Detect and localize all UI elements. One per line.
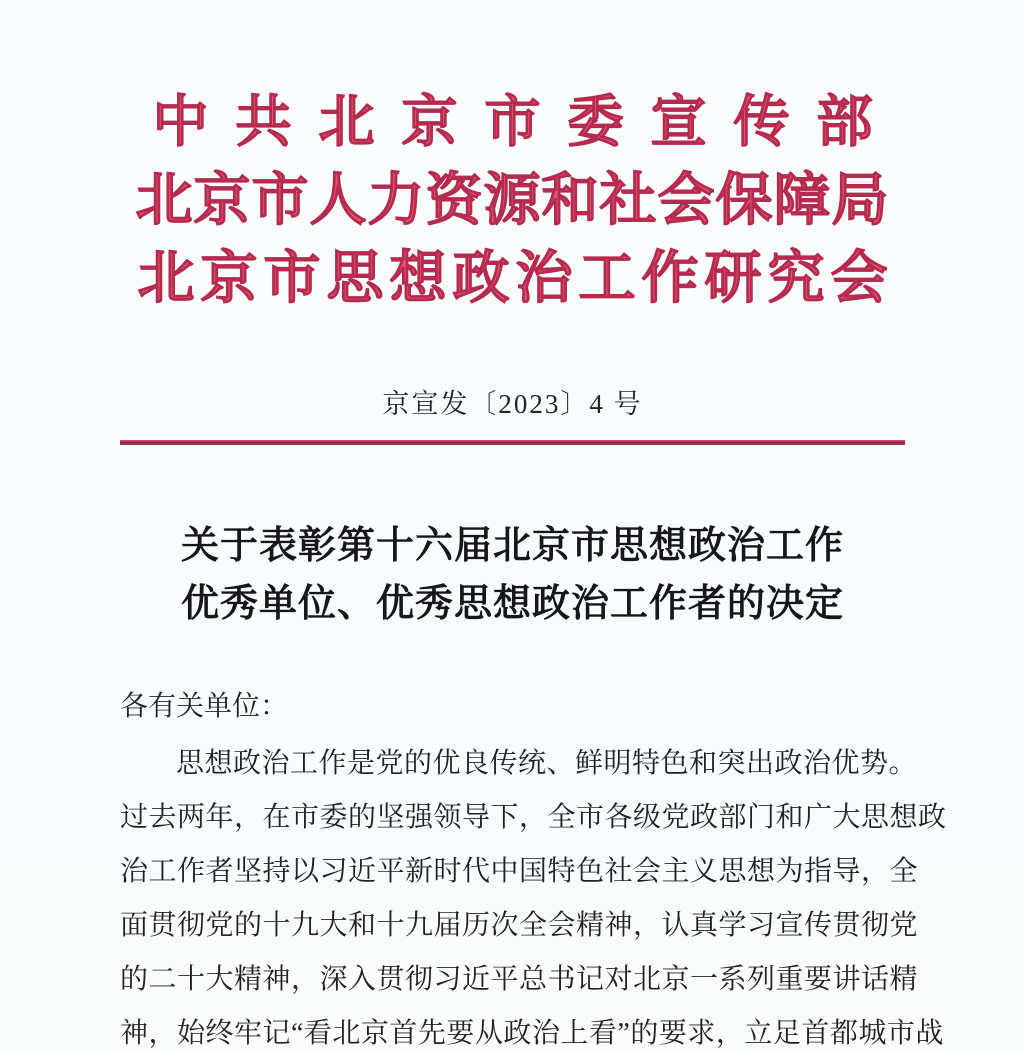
body-line: 思想政治工作是党的优良传统、鲜明特色和突出政治优势。 xyxy=(176,748,918,779)
body-line: 治工作者坚持以习近平新时代中国特色社会主义思想为指导，全 xyxy=(120,856,919,887)
document-title-line-2: 优秀单位、优秀思想政治工作者的决定 xyxy=(180,583,844,625)
letterhead-org-line-3: 北京市思想政治工作研究会 xyxy=(137,247,894,310)
letterhead xyxy=(120,84,905,318)
document-number: 京宣发〔2023〕4 号 xyxy=(382,389,643,419)
salutation: 各有关单位： xyxy=(120,691,289,722)
body-line: 过去两年，在市委的坚强领导下，全市各级党政部门和广大思想政 xyxy=(120,802,947,833)
document-title-line-1: 关于表彰第十六届北京市思想政治工作 xyxy=(180,525,844,567)
letterhead-divider-rule xyxy=(120,440,905,445)
body-line: 的二十大精神，深入贯彻习近平总书记对北京一系列重要讲话精 xyxy=(120,964,919,995)
document-body xyxy=(120,737,947,1052)
body-line: 神，始终牢记“看北京首先要从政治上看”的要求，立足首都城市战 xyxy=(120,1018,944,1049)
letterhead-org-line-2: 北京市人力资源和社会保障局 xyxy=(135,169,890,232)
letterhead-org-line-1: 中共北京市委宣传部 xyxy=(152,92,900,154)
document-title xyxy=(120,517,905,633)
body-line: 面贯彻党的十九大和十九届历次全会精神，认真学习宣传贯彻党 xyxy=(120,910,919,941)
